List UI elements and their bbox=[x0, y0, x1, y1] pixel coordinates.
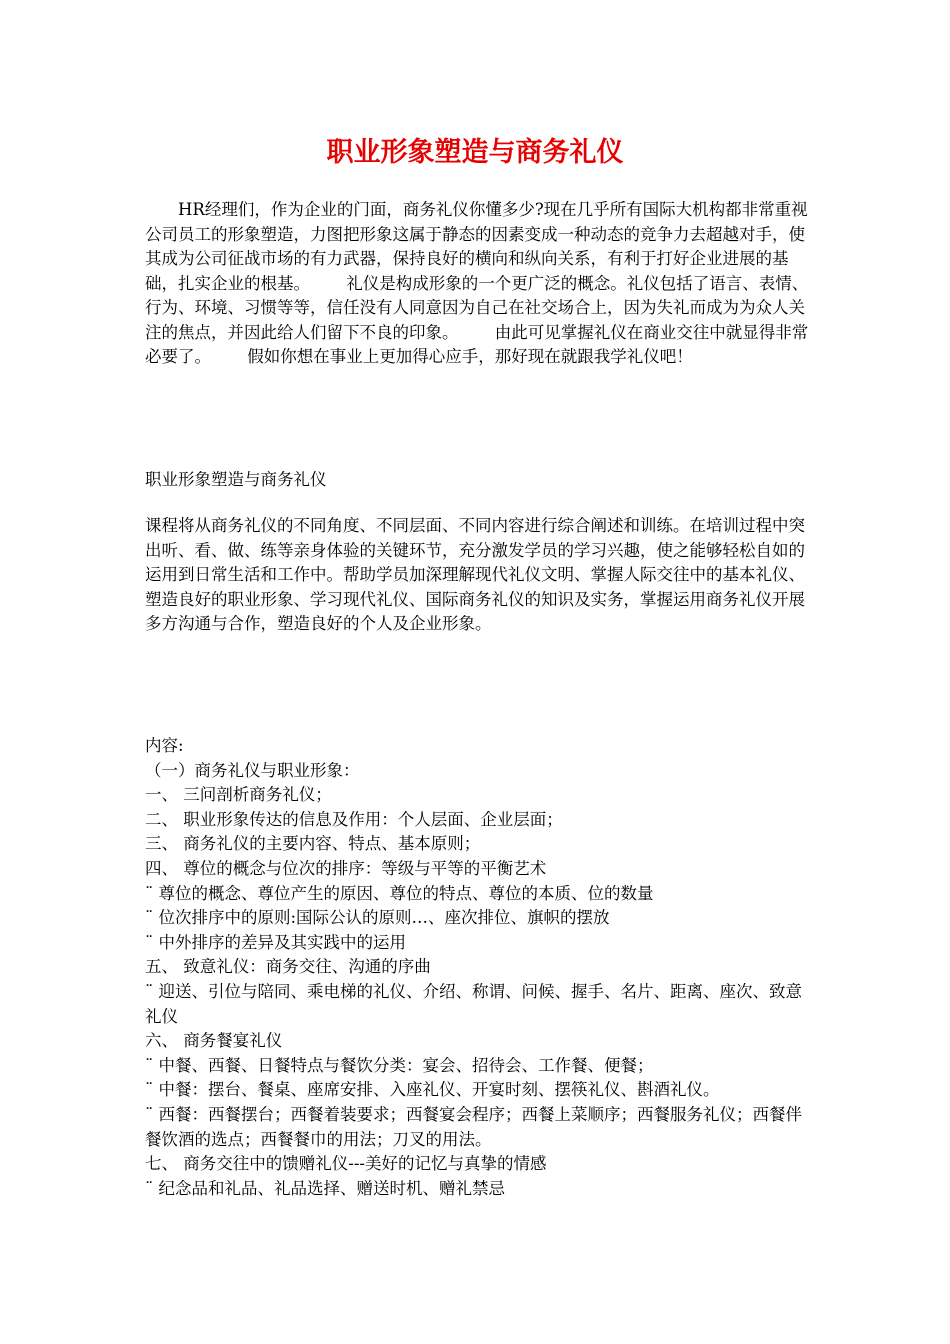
list-item: ¨ 尊位的概念、尊位产生的原因、尊位的特点、尊位的本质、位的数量 bbox=[145, 883, 654, 903]
course-subtitle: 职业形象塑造与商务礼仪 bbox=[145, 470, 327, 489]
list-item: ¨ 中外排序的差异及其实践中的运用 bbox=[145, 932, 406, 952]
intro-paragraph bbox=[145, 198, 810, 370]
content-outline bbox=[145, 734, 810, 1201]
list-item: 二、 职业形象传达的信息及作用：个人层面、企业层面； bbox=[145, 809, 563, 829]
document-title: 职业形象塑造与商务礼仪 bbox=[326, 137, 624, 168]
list-item: ¨ 纪念品和礼品、礼品选择、赠送时机、赠礼禁忌 bbox=[145, 1178, 505, 1198]
course-description: 课程将从商务礼仪的不同角度、不同层面、不同内容进行综合阐述和训练。在培训过程中突出听、看、做、练等亲身体验的关键环节，充分激发学员的学习兴趣，使之能够轻松自如的运用到日常生活和工作中。帮助学员加深理解现代礼仪文明、掌握人际交往中的基本礼仪、塑造良好的职业形象、学习现代礼仪、国际商务礼仪的知识及实务，掌握运用商务礼仪开展多方沟通与合作，塑造良好的个人及企业形象。 bbox=[145, 516, 805, 634]
list-item: 七、 商务交往中的馈赠礼仪---美好的记忆与真挚的情感 bbox=[145, 1154, 547, 1174]
list-item: ¨ 西餐：西餐摆台；西餐着装要求；西餐宴会程序；西餐上菜顺序；西餐服务礼仪；西餐伴餐饮酒的选点；西餐餐巾的用法；刀叉的用法。 bbox=[145, 1104, 802, 1149]
list-item: 四、 尊位的概念与位次的排序：等级与平等的平衡艺术 bbox=[145, 858, 547, 878]
list-item: 五、 致意礼仪：商务交往、沟通的序曲 bbox=[145, 957, 431, 977]
list-item: ¨ 中餐：摆台、餐桌、座席安排、入座礼仪、开宴时刻、摆筷礼仪、斟酒礼仪。 bbox=[145, 1080, 720, 1100]
intro-segment-3: 由此可见掌握礼仪在商业交往中就显得非常必要了。 bbox=[145, 322, 809, 366]
intro-segment-4: 假如你想在事业上更加得心应手，那好现在就跟我学礼仪吧！ bbox=[247, 347, 693, 366]
section-heading: （一）商务礼仪与职业形象： bbox=[145, 760, 360, 780]
intro-segment-2: 礼仪是构成形象的一个更广泛的概念。礼仪包括了语言、表情、行为、环境、习惯等等，信任没有人同意因为自己在社交场合上，因为失礼而成为为众人关注的焦点，并因此给人们留下不良的印象。 bbox=[145, 273, 809, 342]
intro-segment-1: HR经理们，作为企业的门面，商务礼仪你懂多少?现在几乎所有国际大机构都非常重视公司员工的形象塑造，力图把形象这属于静态的因素变成一种动态的竞争力去超越对手，使其成为公司征战市场的有力武器，保持良好的横向和纵向关系，有利于打好企业进展的基础，扎实企业的根基。 bbox=[145, 200, 808, 293]
list-item: ¨ 迎送、引位与陪同、乘电梯的礼仪、介绍、称谓、问候、握手、名片、距离、座次、致意礼仪 bbox=[145, 981, 802, 1026]
content-heading: 内容: bbox=[145, 736, 184, 755]
list-item: ¨ 位次排序中的原则:国际公认的原则…、座次排位、旗帜的摆放 bbox=[145, 908, 610, 928]
list-item: 三、 商务礼仪的主要内容、特点、基本原则； bbox=[145, 834, 481, 854]
list-item: 六、 商务餐宴礼仪 bbox=[145, 1031, 283, 1051]
list-item: ¨ 中餐、西餐、日餐特点与餐饮分类：宴会、招待会、工作餐、便餐； bbox=[145, 1055, 654, 1075]
list-item: 一、 三问剖析商务礼仪； bbox=[145, 785, 332, 805]
